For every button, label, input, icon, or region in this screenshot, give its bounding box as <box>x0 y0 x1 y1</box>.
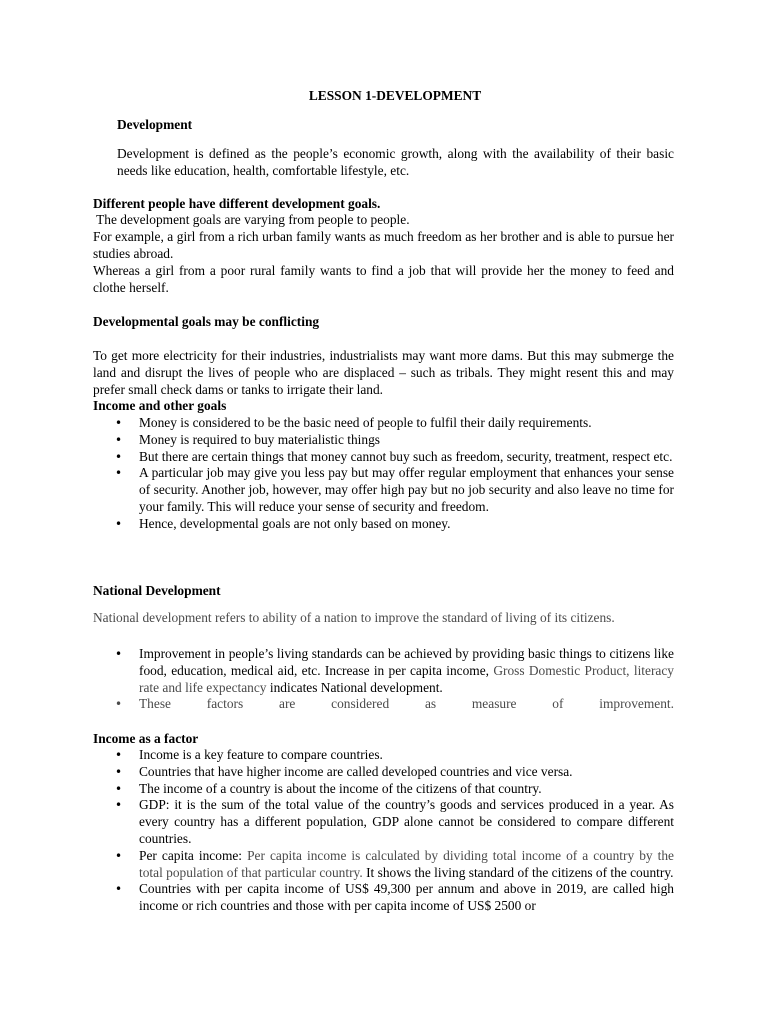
national-heading: National Development <box>93 583 221 598</box>
different-goals-line-1: The development goals are varying from people to people. <box>93 212 410 227</box>
list-item: • Countries with per capita income of US$ 49,300 per annum and above in 2019, are called high income or rich countries and those with per capita income of US$ 2500 or <box>93 881 674 915</box>
income-factor-list <box>93 747 674 915</box>
list-item: • These factors are considered as measure of improvement. <box>93 696 674 713</box>
development-definition: Development is defined as the people’s economic growth, along with the availability of their basic needs like education, health, comfortable lifestyle, etc. <box>117 146 674 178</box>
per-capita-definition: Per capita income is calculated by dividing total income of a country by the total population of that particular country. <box>139 847 674 880</box>
list-item: • Money is required to buy materialistic things <box>93 432 674 449</box>
list-item: • Money is considered to be the basic need of people to fulfil their daily requirements. <box>93 415 674 432</box>
income-goals-heading: Income and other goals <box>93 398 227 413</box>
national-bullet-grey-text: Gross Domestic Product, literacy rate and life expectancy <box>139 662 674 695</box>
different-goals-line-3: Whereas a girl from a poor rural family wants to find a job that will provide her the money to feed and clothe herself. <box>93 263 674 295</box>
list-item <box>93 848 674 882</box>
income-goals-list <box>93 415 674 533</box>
list-item: • GDP: it is the sum of the total value of the country’s goods and services produced in a year. As every country has a different population, GDP alone cannot be considered to compare different countries. <box>93 797 674 847</box>
income-factor-heading: Income as a factor <box>93 731 199 746</box>
list-item <box>93 646 674 696</box>
per-capita-tail: It shows the living standard of the citizens of the country. <box>362 864 674 880</box>
lesson-title: LESSON 1-DEVELOPMENT <box>308 88 482 103</box>
national-definition: National development refers to ability of a nation to improve the standard of living of its citizens. <box>93 610 615 625</box>
conflicting-text: To get more electricity for their industries, industrialists may want more dams. But this may submerge the land and disrupt the lives of people who are displaced – such as tribals. They might resent this and may prefer small check dams or tanks to irrigate their land. <box>93 348 674 397</box>
national-bullet-text: Improvement in people’s living standards can be achieved by providing basic things to citizens like food, education, medical aid, etc. Increase in per capita income, <box>139 646 674 678</box>
national-list <box>93 646 674 713</box>
different-goals-heading: Different people have different development goals. <box>93 196 381 211</box>
list-item: • Hence, developmental goals are not only based on money. <box>93 516 674 533</box>
list-item: • The income of a country is about the income of the citizens of that country. <box>93 781 674 798</box>
list-item: • A particular job may give you less pay but may offer regular employment that enhances your sense of security. Another job, however, may offer high pay but no job security and also leave no time for your family. This will reduce your sense of security and freedom. <box>93 465 674 515</box>
development-heading: Development <box>117 117 193 132</box>
list-item: • Countries that have higher income are called developed countries and vice versa. <box>93 764 674 781</box>
list-item: • But there are certain things that money cannot buy such as freedom, security, treatment, respect etc. <box>93 449 674 466</box>
conflicting-heading: Developmental goals may be conflicting <box>93 314 320 329</box>
list-item: • Income is a key feature to compare countries. <box>93 747 674 764</box>
different-goals-line-2: For example, a girl from a rich urban family wants as much freedom as her brother and is able to pursue her studies abroad. <box>93 229 674 261</box>
national-bullet-tail-text: indicates National development. <box>266 679 443 695</box>
per-capita-label: Per capita income: <box>139 847 248 863</box>
